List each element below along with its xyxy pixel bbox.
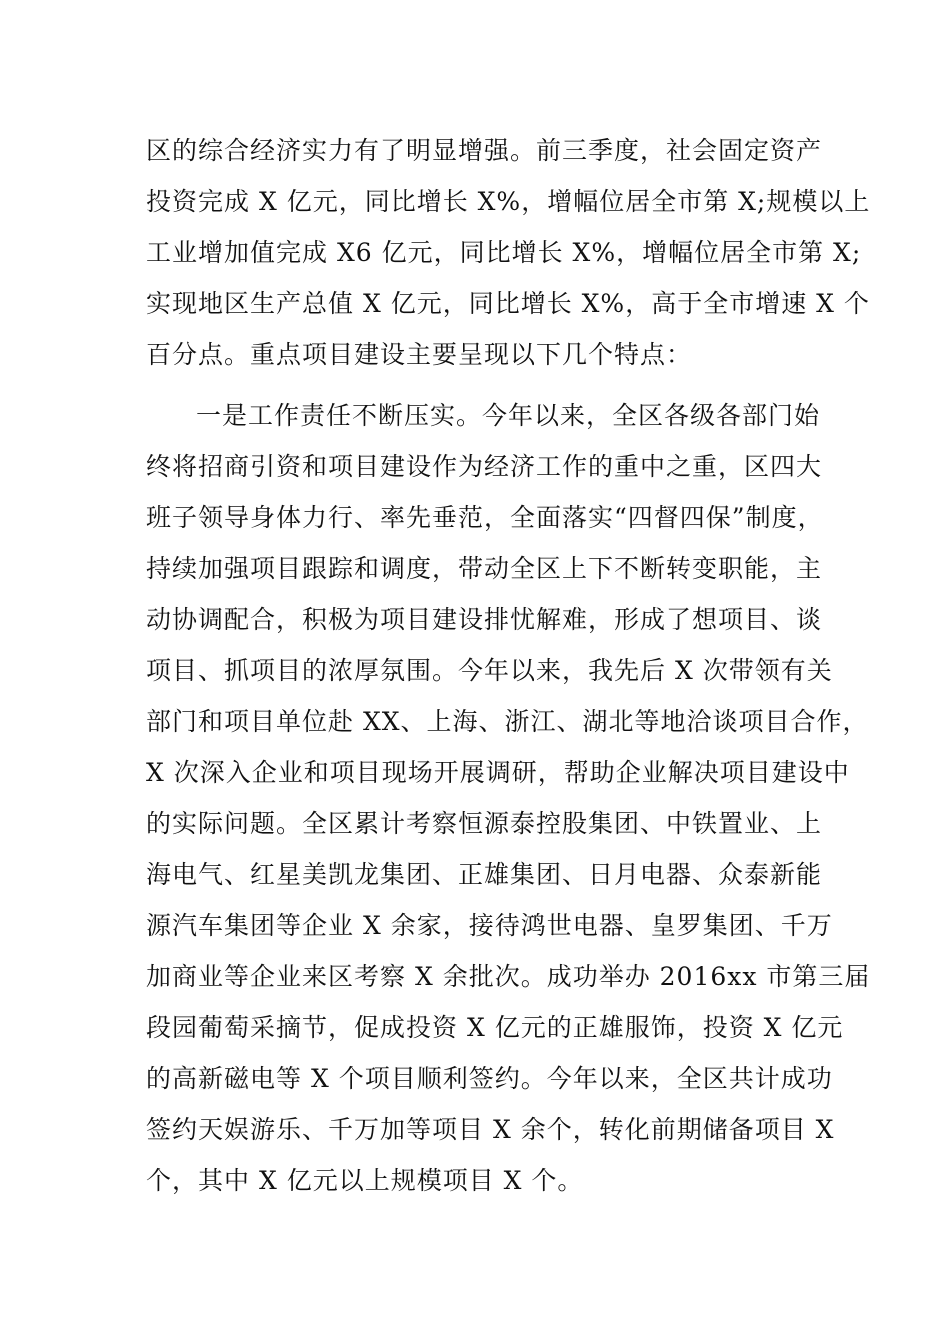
paragraph-2-line-16: 个，其中 X 亿元以上规模项目 X 个。 (146, 1166, 584, 1195)
paragraph-2-line-6: 项目、抓项目的浓厚氛围。今年以来，我先后 X 次带领有关 (146, 656, 833, 685)
paragraph-1-line-5: 百分点。重点项目建设主要呈现以下几个特点： (146, 340, 693, 369)
paragraph-2-line-7: 部门和项目单位赴 XX、上海、浙江、湖北等地洽谈项目合作， (146, 707, 869, 736)
paragraph-2-line-11: 源汽车集团等企业 X 余家，接待鸿世电器、皇罗集团、千万 (146, 911, 833, 940)
paragraph-2-line-14: 的高新磁电等 X 个项目顺利签约。今年以来，全区共计成功 (146, 1064, 833, 1093)
paragraph-1-line-4: 实现地区生产总值 X 亿元，同比增长 X%，高于全市增速 X 个 (146, 289, 870, 318)
paragraph-2-line-8: X 次深入企业和项目现场开展调研，帮助企业解决项目建设中 (146, 758, 850, 787)
paragraph-1-line-2: 投资完成 X 亿元，同比增长 X%，增幅位居全市第 X;规模以上 (146, 187, 871, 216)
paragraph-2-line-9: 的实际问题。全区累计考察恒源泰控股集团、中铁置业、上 (146, 809, 823, 838)
paragraph-2-line-10: 海电气、红星美凯龙集团、正雄集团、日月电器、众泰新能 (146, 860, 823, 889)
paragraph-1-line-1: 区的综合经济实力有了明显增强。前三季度，社会固定资产 (146, 136, 823, 165)
paragraph-1-line-3: 工业增加值完成 X6 亿元，同比增长 X%，增幅位居全市第 X; (146, 238, 862, 267)
paragraph-2-line-2: 终将招商引资和项目建设作为经济工作的重中之重，区四大 (146, 452, 823, 481)
paragraph-2-line-3: 班子领导身体力行、率先垂范，全面落实“四督四保”制度， (146, 503, 824, 532)
paragraph-2-line-1: 一是工作责任不断压实。今年以来，全区各级各部门始 (196, 401, 821, 430)
paragraph-2-line-5: 动协调配合，积极为项目建设排忧解难，形成了想项目、谈 (146, 605, 823, 634)
paragraph-2-line-13: 段园葡萄采摘节，促成投资 X 亿元的正雄服饰，投资 X 亿元 (146, 1013, 844, 1042)
paragraph-2-line-12: 加商业等企业来区考察 X 余批次。成功举办 2016xx 市第三届 (146, 962, 871, 991)
paragraph-2-line-15: 签约天娱游乐、千万加等项目 X 余个，转化前期储备项目 X (146, 1115, 835, 1144)
paragraph-2-line-4: 持续加强项目跟踪和调度，带动全区上下不断转变职能，主 (146, 554, 823, 583)
